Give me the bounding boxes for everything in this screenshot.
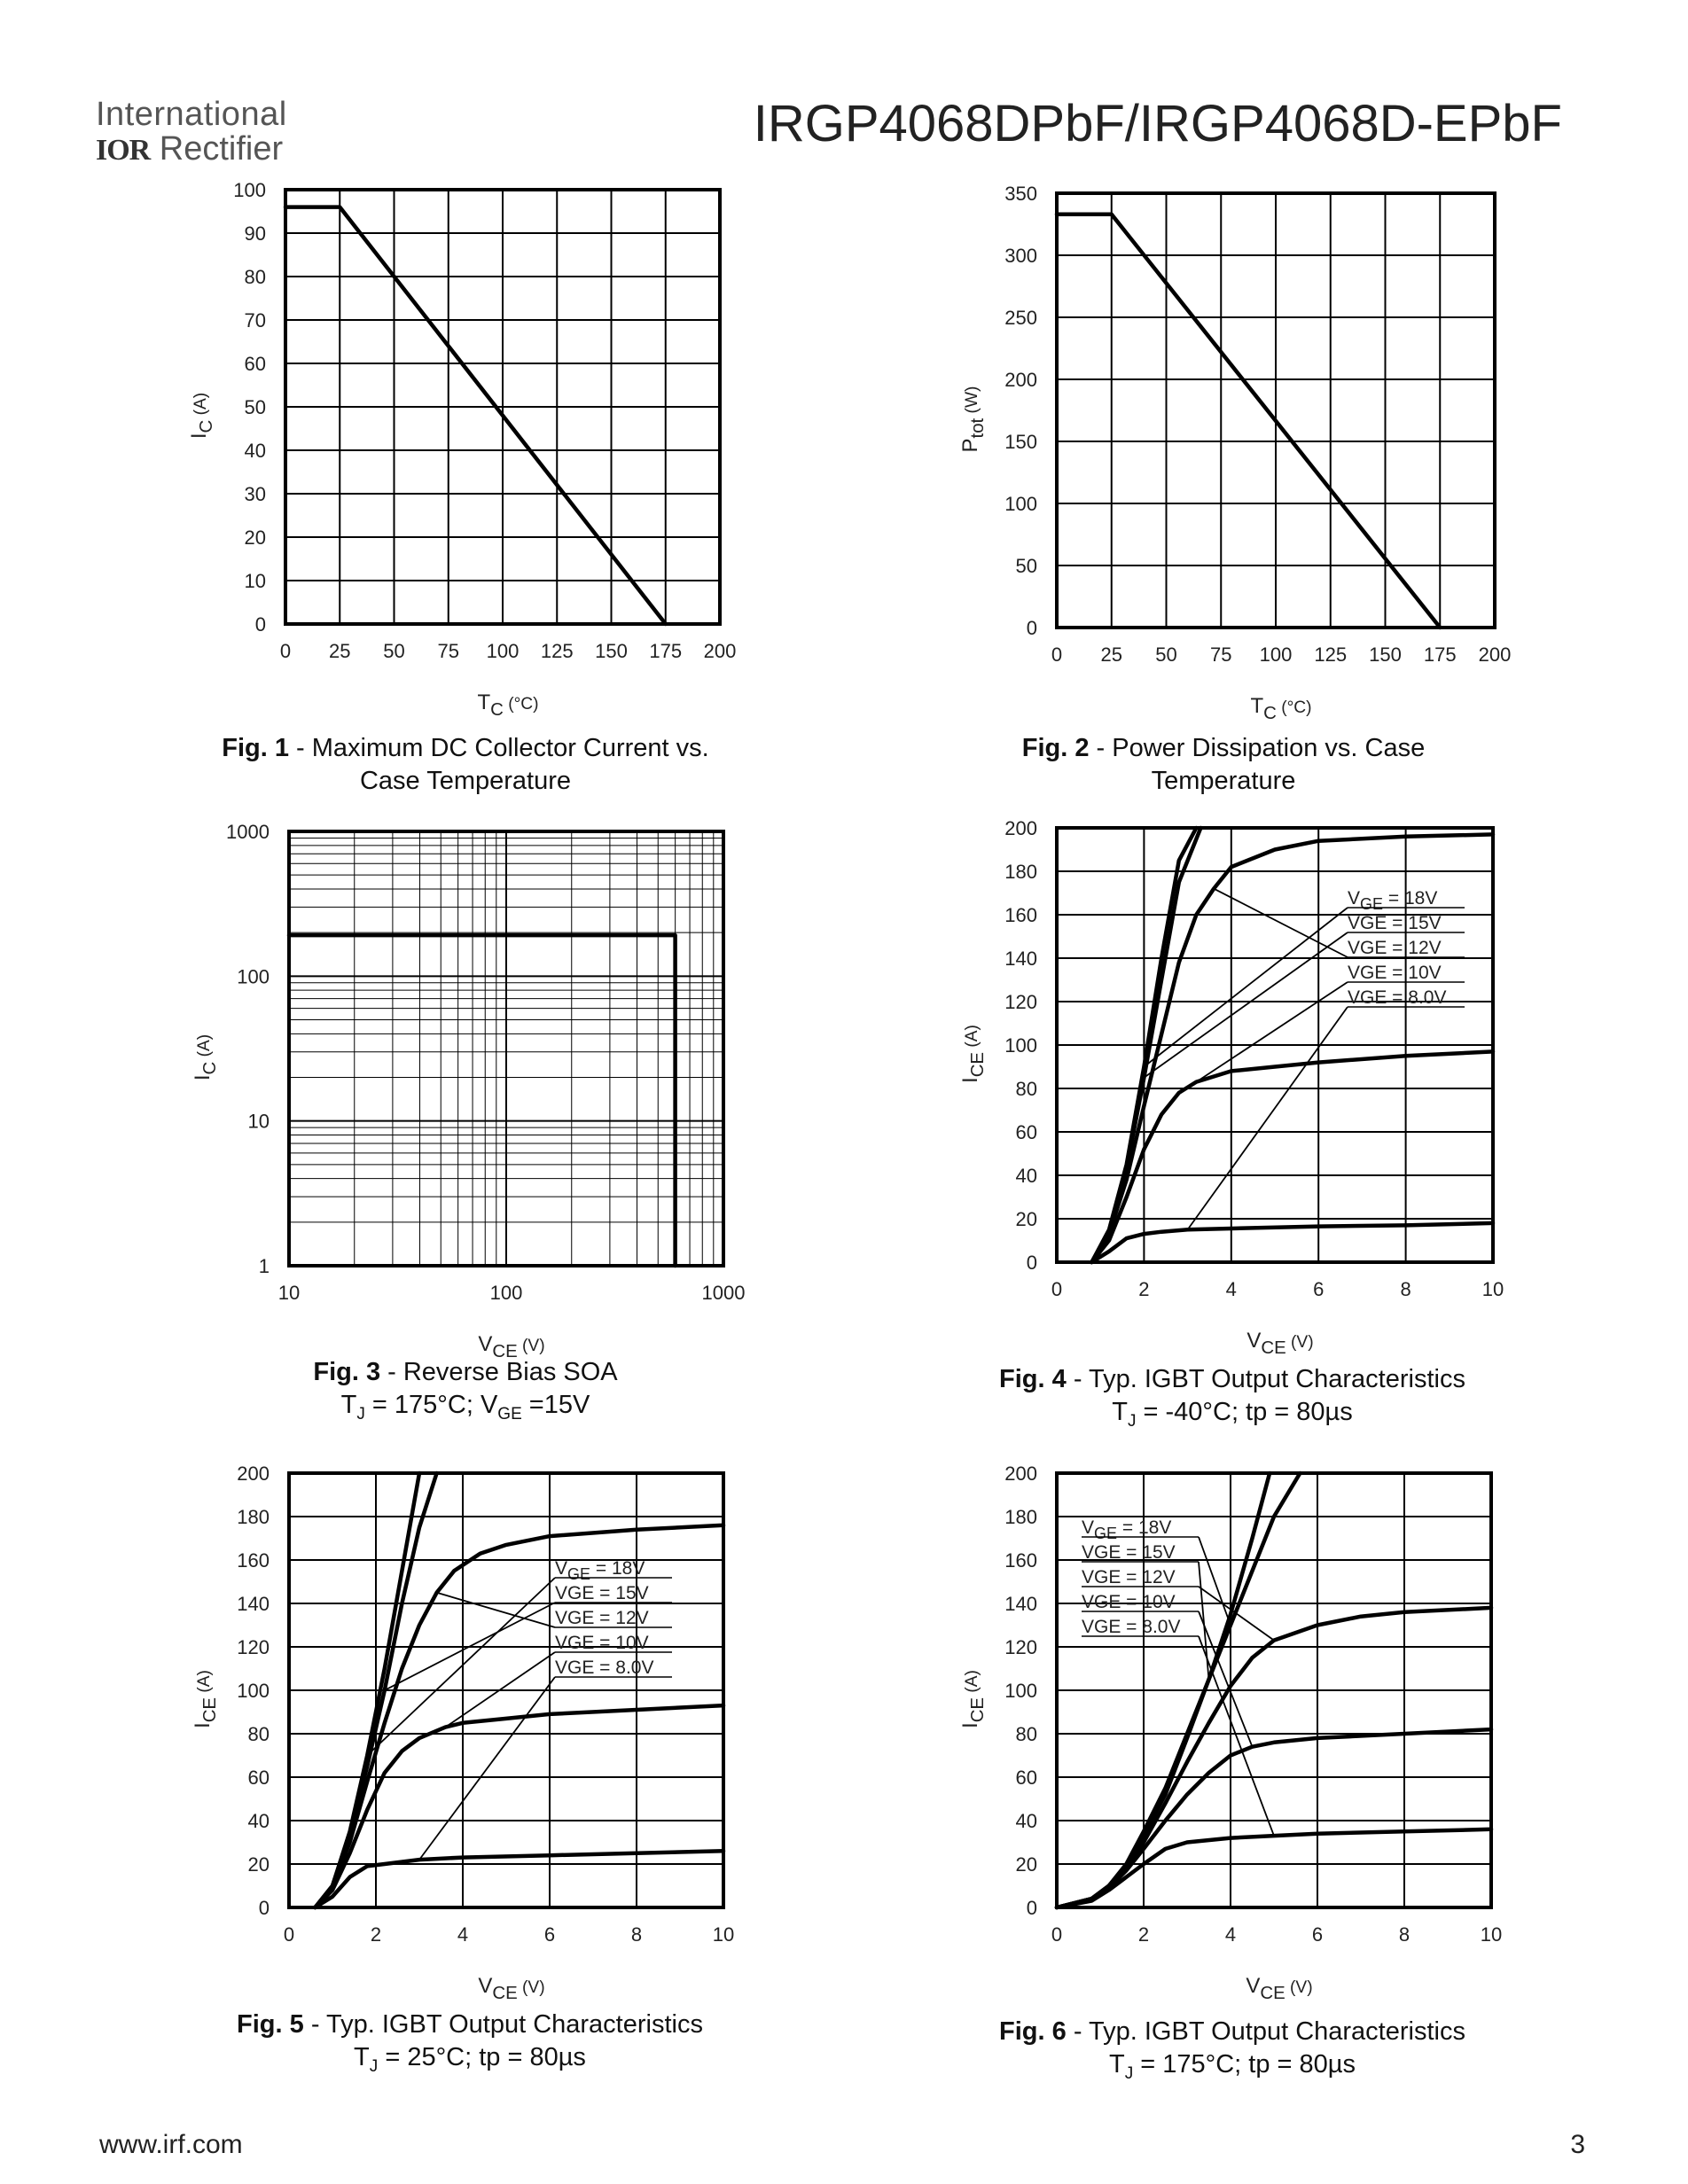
x-tick-label: 2 <box>1137 1923 1150 1946</box>
x-tick-label: 10 <box>1480 1923 1503 1946</box>
y-tick-label: 60 <box>1015 1767 1037 1789</box>
document-title: IRGP4068DPbF/IRGP4068D-EPbF <box>753 95 1562 152</box>
fig6-caption-line1: - Typ. IGBT Output Characteristics <box>1066 2017 1465 2046</box>
fig5-caption-t: T <box>354 2043 370 2071</box>
x-tick-label: 200 <box>703 640 737 662</box>
x-tick-label: 100 <box>489 1282 523 1304</box>
legend-label: VGE = 10V <box>555 1633 649 1653</box>
brand-line-2 <box>96 130 287 168</box>
y-axis-label: $P_{tot}$ $^{(W)}$ <box>958 386 988 453</box>
fig4-caption <box>895 1363 1569 1438</box>
legend-label: VGE = 8.0V <box>555 1658 654 1678</box>
y-axis-label: $I_{CE}$ $^{(A)}$ <box>958 1670 988 1728</box>
y-tick-label: 200 <box>237 1462 270 1485</box>
y-tick-label: 10 <box>247 1110 270 1133</box>
x-tick-label: 125 <box>1314 644 1348 666</box>
x-tick-label: 6 <box>1313 1278 1325 1300</box>
x-tick-label: 0 <box>1051 644 1063 666</box>
y-tick-label: 20 <box>1015 1853 1037 1876</box>
y-tick-label: 50 <box>1015 555 1037 577</box>
fig3-caption-tsub: J <box>356 1404 365 1424</box>
y-tick-label: 10 <box>244 570 266 592</box>
y-tick-label: 100 <box>1004 1034 1037 1057</box>
y-tick-label: 160 <box>1004 904 1037 926</box>
legend-leader <box>419 1677 555 1860</box>
legend-label: VGE = 10V <box>1348 963 1442 983</box>
legend-label: VGE = 18V <box>1082 1517 1172 1542</box>
fig6-caption <box>895 2016 1569 2090</box>
fig6-caption-label: Fig. 6 <box>999 2017 1067 2046</box>
y-tick-label: 180 <box>237 1506 270 1528</box>
x-tick-label: 6 <box>543 1923 556 1946</box>
y-tick-label: 180 <box>1004 1506 1037 1528</box>
y-tick-label: 120 <box>237 1636 270 1658</box>
y-tick-label: 160 <box>1004 1549 1037 1572</box>
y-tick-label: 140 <box>1004 1593 1037 1615</box>
fig3-chart <box>133 815 754 1365</box>
x-tick-label: 10 <box>1481 1278 1504 1300</box>
x-axis-label: $V_{CE}$ $^{(V)}$ <box>478 1974 545 2003</box>
x-tick-label: 75 <box>437 640 459 662</box>
y-tick-label: 200 <box>1004 369 1037 391</box>
figure-5 <box>133 1461 754 2010</box>
fig1-caption <box>133 732 798 798</box>
x-tick-label: 0 <box>1051 1278 1063 1300</box>
fig1-caption-line2: Case Temperature <box>359 767 572 795</box>
fig1-caption-line1: - Maximum DC Collector Current vs. <box>288 734 709 762</box>
y-tick-label: 150 <box>1004 431 1037 453</box>
y-tick-label: 80 <box>247 1723 270 1745</box>
y-tick-label: 60 <box>247 1767 270 1789</box>
y-axis-label: $I_{CE}$ $^{(A)}$ <box>191 1670 220 1728</box>
fig2-caption <box>895 732 1551 798</box>
brand-rectifier: Rectifier <box>159 130 284 168</box>
fig4-caption-line1: - Typ. IGBT Output Characteristics <box>1066 1365 1465 1393</box>
page-number: 3 <box>1570 2130 1585 2159</box>
fig1-caption-label: Fig. 1 <box>222 734 289 762</box>
x-tick-label: 25 <box>1100 644 1122 666</box>
y-tick-label: 0 <box>254 613 266 636</box>
y-tick-label: 200 <box>1004 817 1037 839</box>
series-line-0 <box>289 935 676 1266</box>
x-tick-label: 150 <box>1369 644 1402 666</box>
figure-4 <box>895 815 1516 1365</box>
x-tick-label: 10 <box>712 1923 735 1946</box>
legend-label: VGE = 15V <box>1348 913 1442 933</box>
x-tick-label: 10 <box>277 1282 301 1304</box>
y-tick-label: 250 <box>1004 307 1037 329</box>
fig5-caption <box>133 2008 807 2083</box>
x-tick-label: 2 <box>370 1923 382 1946</box>
fig3-caption-line1: - Reverse Bias SOA <box>380 1358 618 1386</box>
x-tick-label: 1000 <box>701 1282 746 1304</box>
fig3-caption-mid: = 175°C; V <box>364 1391 498 1419</box>
fig2-chart <box>895 177 1516 723</box>
fig4-caption-end: = -40°C; tp = 80µs <box>1136 1398 1353 1426</box>
fig6-caption-tsub: J <box>1124 2063 1134 2083</box>
y-tick-label: 40 <box>1015 1165 1037 1187</box>
x-tick-label: 175 <box>1423 644 1457 666</box>
y-tick-label: 40 <box>244 440 266 462</box>
brand-logo <box>96 96 287 168</box>
y-tick-label: 0 <box>258 1897 270 1919</box>
fig5-caption-label: Fig. 5 <box>237 2010 304 2039</box>
x-tick-label: 4 <box>1225 1278 1237 1300</box>
x-tick-label: 25 <box>329 640 351 662</box>
y-tick-label: 80 <box>244 266 266 288</box>
y-tick-label: 70 <box>244 309 266 332</box>
x-tick-label: 200 <box>1478 644 1512 666</box>
x-axis-label: $V_{CE}$ $^{(V)}$ <box>478 1332 545 1361</box>
figure-2 <box>895 177 1516 723</box>
fig3-caption-t: T <box>340 1391 357 1419</box>
y-tick-label: 80 <box>1015 1723 1037 1745</box>
y-tick-label: 90 <box>244 222 266 245</box>
x-axis-label: $T_C$ $^{(^\circ C)}$ <box>477 690 539 720</box>
y-tick-label: 140 <box>1004 948 1037 970</box>
legend-label: VGE = 18V <box>555 1558 645 1583</box>
fig3-caption-vsub: GE <box>497 1404 522 1424</box>
y-tick-label: 40 <box>247 1810 270 1832</box>
fig6-chart <box>895 1461 1516 2010</box>
y-axis-label: $I_C$ $^{(A)}$ <box>187 392 216 440</box>
fig1-chart <box>133 177 754 720</box>
fig4-caption-t: T <box>1112 1398 1128 1426</box>
fig2-caption-line1: - Power Dissipation vs. Case <box>1089 734 1426 762</box>
figure-1 <box>133 177 754 720</box>
legend-leader <box>437 1593 555 1627</box>
y-tick-label: 30 <box>244 483 266 505</box>
legend-label: VGE = 8.0V <box>1348 987 1447 1008</box>
figure-3 <box>133 815 754 1365</box>
x-tick-label: 175 <box>649 640 683 662</box>
x-tick-label: 4 <box>1224 1923 1237 1946</box>
x-tick-label: 8 <box>630 1923 643 1946</box>
x-tick-label: 4 <box>457 1923 469 1946</box>
legend-leader <box>1199 1562 1209 1680</box>
x-axis-label: $T_C$ $^{(^\circ C)}$ <box>1250 694 1312 723</box>
y-tick-label: 1 <box>258 1255 270 1277</box>
y-tick-label: 180 <box>1004 861 1037 883</box>
fig3-caption-label: Fig. 3 <box>313 1358 381 1386</box>
y-tick-label: 60 <box>1015 1121 1037 1143</box>
y-tick-label: 100 <box>1004 493 1037 515</box>
y-tick-label: 50 <box>244 396 266 418</box>
fig2-caption-label: Fig. 2 <box>1021 734 1090 762</box>
y-tick-label: 160 <box>237 1549 270 1572</box>
x-tick-label: 100 <box>486 640 520 662</box>
fig4-caption-label: Fig. 4 <box>999 1365 1067 1393</box>
series-line-2 <box>1057 1608 1491 1907</box>
x-tick-label: 2 <box>1138 1278 1150 1300</box>
y-tick-label: 0 <box>1026 617 1037 639</box>
x-axis-label: $V_{CE}$ $^{(V)}$ <box>1246 1974 1313 2003</box>
x-tick-label: 8 <box>1400 1278 1411 1300</box>
y-tick-label: 100 <box>233 179 266 201</box>
legend-label: VGE = 18V <box>1348 888 1438 913</box>
series-line-4 <box>1091 1223 1493 1262</box>
x-tick-label: 8 <box>1398 1923 1411 1946</box>
x-tick-label: 50 <box>1155 644 1177 666</box>
legend-leader <box>1199 1636 1274 1836</box>
x-tick-label: 0 <box>1051 1923 1063 1946</box>
y-tick-label: 20 <box>247 1853 270 1876</box>
y-tick-label: 100 <box>237 1680 270 1702</box>
fig5-caption-end: = 25°C; tp = 80µs <box>378 2043 586 2071</box>
y-axis-label: $I_C$ $^{(A)}$ <box>191 1034 220 1081</box>
fig6-caption-t: T <box>1108 2050 1125 2079</box>
y-tick-label: 20 <box>244 526 266 549</box>
fig2-caption-line2: Temperature <box>1151 767 1296 795</box>
y-tick-label: 60 <box>244 353 266 375</box>
fig4-caption-tsub: J <box>1127 1411 1137 1431</box>
fig3-caption <box>133 1356 798 1431</box>
y-tick-label: 200 <box>1004 1462 1037 1485</box>
x-tick-label: 150 <box>595 640 628 662</box>
series-line-0 <box>285 207 666 624</box>
y-tick-label: 0 <box>1026 1897 1037 1919</box>
x-tick-label: 75 <box>1210 644 1232 666</box>
y-tick-label: 300 <box>1004 245 1037 267</box>
x-axis-label: $V_{CE}$ $^{(V)}$ <box>1246 1329 1314 1358</box>
fig5-caption-line1: - Typ. IGBT Output Characteristics <box>303 2010 703 2039</box>
y-tick-label: 120 <box>1004 1636 1037 1658</box>
ior-mark: IOR <box>96 134 151 167</box>
y-tick-label: 80 <box>1015 1078 1037 1100</box>
x-tick-label: 6 <box>1311 1923 1324 1946</box>
x-tick-label: 125 <box>540 640 574 662</box>
x-tick-label: 0 <box>283 1923 295 1946</box>
y-tick-label: 120 <box>1004 991 1037 1013</box>
fig3-caption-end: =15V <box>521 1391 590 1419</box>
y-tick-label: 40 <box>1015 1810 1037 1832</box>
figure-6 <box>895 1461 1516 2010</box>
y-tick-label: 20 <box>1015 1208 1037 1230</box>
y-tick-label: 100 <box>237 965 270 988</box>
legend-label: VGE = 8.0V <box>1082 1617 1181 1637</box>
legend-label: VGE = 10V <box>1082 1592 1176 1612</box>
x-tick-label: 100 <box>1259 644 1293 666</box>
fig5-chart <box>133 1461 754 2010</box>
legend-label: VGE = 12V <box>555 1608 649 1628</box>
y-tick-label: 0 <box>1026 1252 1037 1274</box>
legend-label: VGE = 12V <box>1082 1567 1176 1587</box>
legend-label: VGE = 12V <box>1348 938 1442 958</box>
legend-leader <box>1188 1007 1348 1229</box>
y-tick-label: 100 <box>1004 1680 1037 1702</box>
x-tick-label: 0 <box>279 640 292 662</box>
x-tick-label: 50 <box>383 640 405 662</box>
fig4-chart <box>895 815 1516 1365</box>
legend-label: VGE = 15V <box>1082 1542 1176 1563</box>
footer-url: www.irf.com <box>99 2130 243 2159</box>
brand-line-1: International <box>96 96 287 133</box>
y-tick-label: 1000 <box>226 821 270 843</box>
y-tick-label: 140 <box>237 1593 270 1615</box>
fig6-caption-end: = 175°C; tp = 80µs <box>1133 2050 1356 2079</box>
y-tick-label: 350 <box>1004 183 1037 205</box>
y-axis-label: $I_{CE}$ $^{(A)}$ <box>958 1025 988 1083</box>
legend-label: VGE = 15V <box>555 1583 649 1603</box>
legend-leader <box>1144 932 1348 1078</box>
fig5-caption-tsub: J <box>369 2056 379 2076</box>
